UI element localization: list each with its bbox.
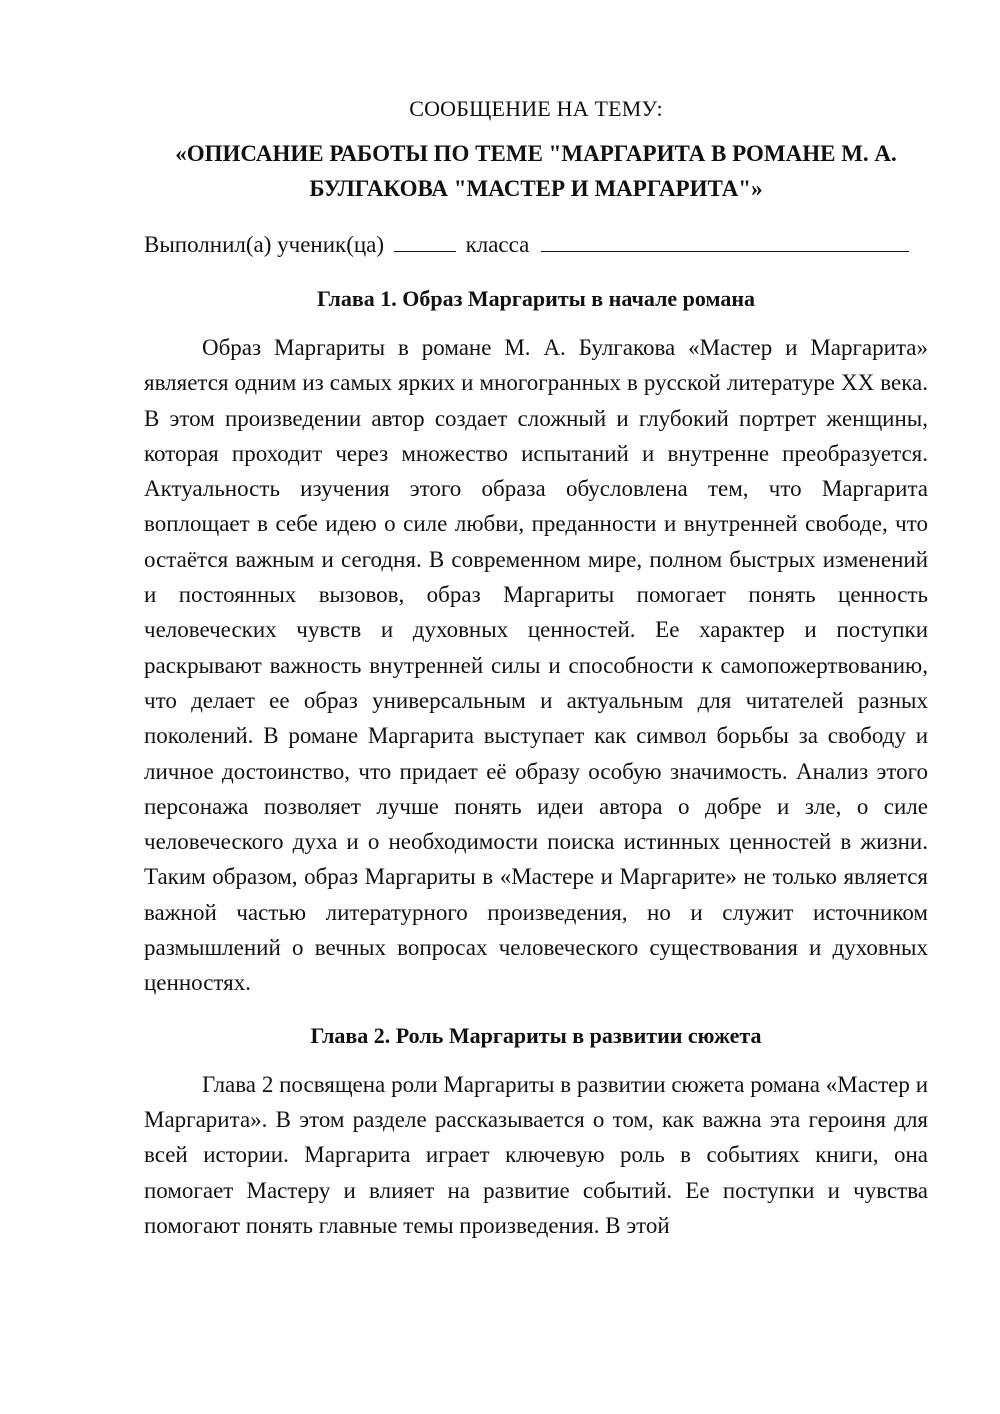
chapter-1-paragraph: Образ Маргариты в романе М. А. Булгакова «Мастер и Маргарита» является одним из самых ярких и многогранных в русской литературе XX века. В этом произведении автор создает сложный и глубокий портрет женщины, которая проходит через множество испытаний и внутренне преобразуется. Актуальность изучения этого образа обусловлена тем, что Маргарита воплощает в себе идею о силе любви, преданности и внутренней свободе, что остаётся важным и сегодня. В современном мире, полном быстрых изменений и постоянных вызовов, образ Маргариты помогает понять ценность человеческих чувств и духовных ценностей. Ее характер и поступки раскрывают важность внутренней силы и способности к самопожертвованию, что делает ее образ универсальным и актуальным для читателей разных поколений. В романе Маргарита выступает как символ борьбы за свободу и личное достоинство, что придает её образу особую значимость. Анализ этого персонажа позволяет лучше понять идеи автора о добре и зле, о силе человеческого духа и о необходимости поиска истинных ценностей в жизни. Таким образом, образ Маргариты в «Мастере и Маргарите» не только является важной частью литературного произведения, но и служит источником размышлений о вечных вопросах человеческого существования и духовных ценностях. bbox=[144, 335, 928, 996]
subject-line: СООБЩЕНИЕ НА ТЕМУ: bbox=[409, 96, 663, 121]
author-line bbox=[144, 228, 928, 262]
chapter-1-heading: Глава 1. Образ Маргариты в начале романа bbox=[316, 286, 756, 311]
class-blank bbox=[394, 233, 456, 252]
document-page bbox=[144, 92, 928, 1243]
author-class-label: класса bbox=[465, 232, 530, 257]
chapter-2-heading: Глава 2. Роль Маргариты в развитии сюжета bbox=[310, 1022, 762, 1048]
name-blank bbox=[541, 233, 909, 252]
chapter-2-paragraph: Глава 2 посвящена роли Маргариты в развитии сюжета романа «Мастер и Маргарита». В этом разделе рассказывается о том, как важна эта героиня для всей истории. Маргарита играет ключевую роль в событиях книги, она помогает Мастеру и влияет на развитие событий. Ее поступки и чувства помогают понять главные темы произведения. В этой bbox=[144, 1071, 928, 1238]
document-title: «ОПИСАНИЕ РАБОТЫ ПО ТЕМЕ "МАРГАРИТА В РОМАНЕ М. А. БУЛГАКОВА "МАСТЕР И МАРГАРИТА"» bbox=[175, 141, 897, 201]
author-prefix: Выполнил(а) ученик(ца) bbox=[144, 232, 385, 257]
